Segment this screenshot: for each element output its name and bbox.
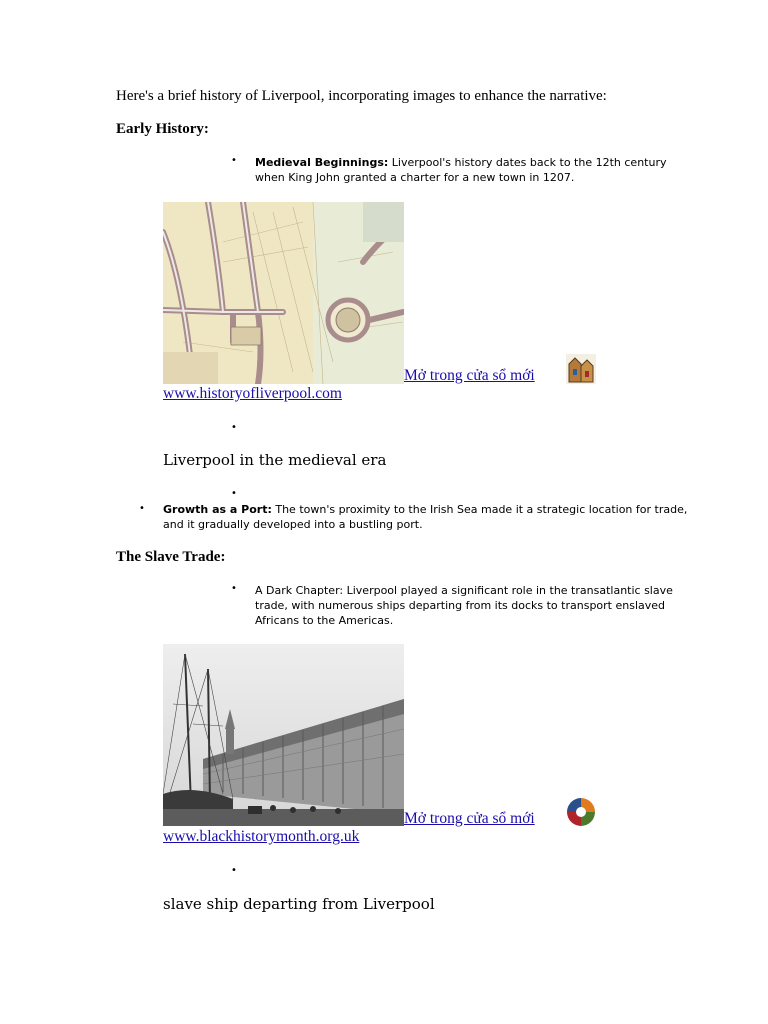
heading-slave-trade: The Slave Trade: <box>116 549 226 565</box>
bullet: • <box>231 583 237 594</box>
item-text: Africans to the Americas. <box>255 614 394 627</box>
item-text: when King John granted a charter for a new town in 1207. <box>255 171 575 184</box>
open-in-new-window-link[interactable]: Mở trong cửa sổ mới <box>404 367 535 384</box>
intro-paragraph: Here's a brief history of Liverpool, incorporating images to enhance the narrative: <box>116 88 607 104</box>
bullet: • <box>231 488 237 499</box>
image-caption: slave ship departing from Liverpool <box>163 895 435 913</box>
list-item-medieval-beginnings <box>255 155 665 185</box>
list-item-dark-chapter <box>255 583 673 628</box>
bullet: • <box>139 503 145 514</box>
item-text: and it gradually developed into a bustling port. <box>163 518 423 531</box>
medieval-liverpool-map-image <box>163 202 404 384</box>
bullet: • <box>231 155 237 166</box>
slave-ship-dock-engraving-image <box>163 644 404 826</box>
site-favicon-icon <box>566 354 596 384</box>
item-text: The town's proximity to the Irish Sea made it a strategic location for trade, <box>275 503 688 516</box>
source-link[interactable]: www.historyofliverpool.com <box>163 385 342 402</box>
bullet: • <box>231 865 237 876</box>
source-link[interactable]: www.blackhistorymonth.org.uk <box>163 828 360 845</box>
site-favicon-icon <box>566 797 596 827</box>
image-caption: Liverpool in the medieval era <box>163 451 387 469</box>
item-text: A Dark Chapter: Liverpool played a significant role in the transatlantic slave <box>255 584 673 597</box>
item-text: Liverpool's history dates back to the 12th century <box>391 156 667 169</box>
list-item-growth-as-port <box>163 502 688 532</box>
bullet: • <box>231 422 237 433</box>
item-label: Medieval Beginnings: <box>255 156 389 169</box>
heading-early-history: Early History: <box>116 121 209 137</box>
open-in-new-window-link[interactable]: Mở trong cửa sổ mới <box>404 810 535 827</box>
item-label: Growth as a Port: <box>163 503 272 516</box>
item-text: trade, with numerous ships departing from its docks to transport enslaved <box>255 599 666 612</box>
